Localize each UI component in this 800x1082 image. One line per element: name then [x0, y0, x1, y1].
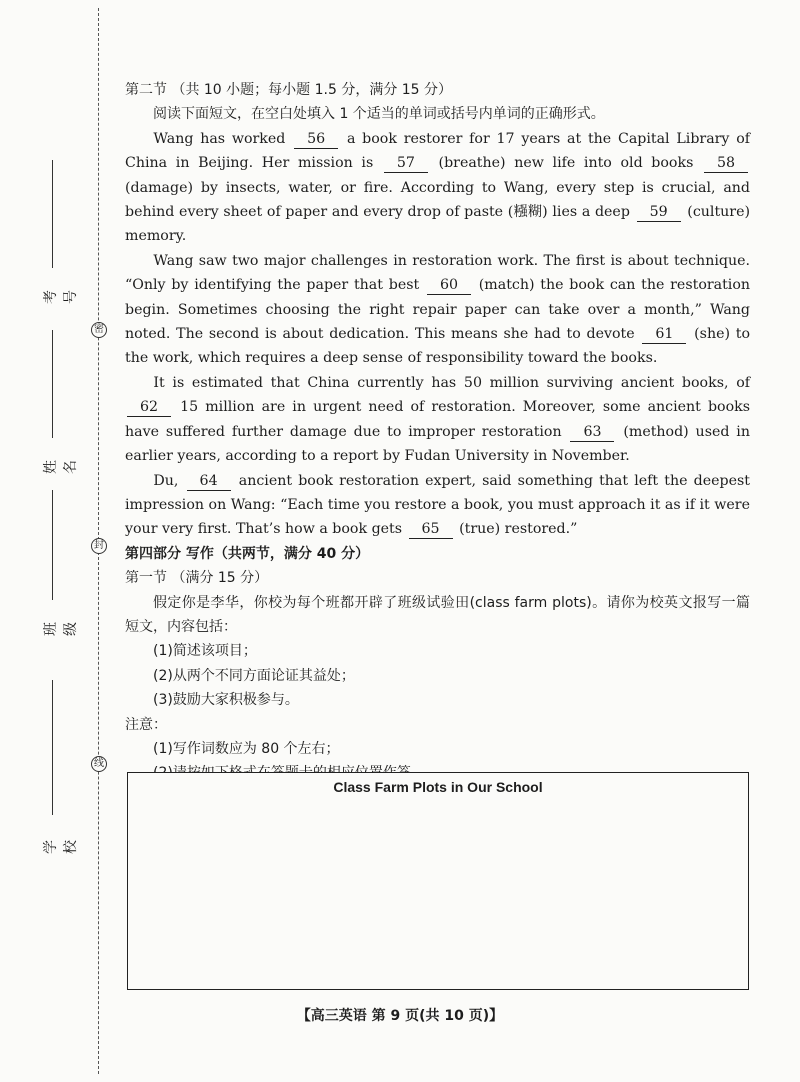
blank-65[interactable]: 65: [409, 521, 453, 539]
seal-mark-feng: 封: [91, 538, 107, 554]
answer-box-title: Class Farm Plots in Our School: [333, 779, 543, 795]
p1-text-3: (breathe) new life into old books: [438, 155, 694, 172]
passage-paragraph-2: [125, 249, 750, 371]
blank-58[interactable]: 58: [704, 155, 748, 173]
p3-text-2: 15 million are in urgent need of restoration. Moreover, some ancient books have suffered further damage due to improper restoration: [125, 399, 751, 440]
prompt-item-2: (2)从两个不同方面论证其益处；: [153, 667, 355, 684]
prompt-item-1: (1)简述该项目；: [153, 643, 257, 660]
passage-paragraph-1: [125, 127, 750, 249]
seal-mark-xian: 线: [91, 756, 107, 772]
part4-section1-heading: 第一节 （满分 15 分）: [125, 570, 269, 587]
p1-text-1: Wang has worked: [153, 130, 286, 147]
note-item-1: (1)写作词数应为 80 个左右；: [153, 740, 340, 757]
banji-line: [52, 490, 53, 600]
blank-64[interactable]: 64: [187, 473, 231, 491]
section2-instruction: 阅读下面短文，在空白处填入 1 个适当的单词或括号内单词的正确形式。: [153, 106, 605, 123]
p2-text-1: Wang saw two major challenges in restoration work. The first is about technique. “Only by identifying the paper that best: [125, 252, 750, 294]
p1-text-2: a book restorer for 17 years at the Capital Library of China in Beijing. Her mission is: [125, 130, 751, 172]
writing-prompt: 假定你是李华，你校为每个班都开辟了班级试验田(class farm plots)。请你为校英文报写一篇短文，内容包括：: [125, 594, 750, 635]
blank-61[interactable]: 61: [642, 326, 686, 344]
page-content: [125, 78, 750, 786]
blank-60[interactable]: 60: [427, 277, 471, 295]
note-label: 注意：: [125, 716, 167, 733]
prompt-item-3: (3)鼓励大家积极参与。: [153, 692, 299, 709]
xuexiao-label: 学校: [43, 840, 79, 854]
p3-text-3: (method) used in earlier years, according to a report by Fudan University in November.: [125, 423, 750, 465]
part4-heading: 第四部分 写作（共两节，满分 40 分）: [125, 545, 370, 562]
p4-text-3: (true) restored.”: [459, 521, 578, 538]
p3-text-1: It is estimated that China currently has 50 million surviving ancient books, of: [153, 374, 750, 391]
answer-box[interactable]: [127, 772, 749, 990]
section2-heading: 第二节 （共 10 小题；每小题 1.5 分，满分 15 分）: [125, 82, 453, 98]
kaohao-label: 考号: [43, 290, 79, 304]
blank-62[interactable]: 62: [127, 399, 171, 417]
kaohao-line: [52, 160, 53, 268]
p1-text-4: (damage) by insects, water, or fire. According to Wang, every step is crucial, and behind every sheet of paper and every drop of paste (糨糊) lies a deep: [125, 179, 750, 221]
seal-mark-mi: 密: [91, 322, 107, 338]
p2-text-2: (match) the book can the restoration begin. Sometimes choosing the right repair paper can take over a month,” Wang noted. The second is about dedication. This means she had to devote: [125, 277, 751, 343]
p4-text-2: ancient book restoration expert, said something that left the deepest impression on Wang: “Each time you restore a book, you must approach it as if it were your very first. That’s how a book gets: [125, 472, 750, 538]
passage-paragraph-4: [125, 469, 750, 542]
p1-text-5: (culture) memory.: [125, 204, 751, 245]
banji-label: 班级: [43, 622, 79, 636]
blank-59[interactable]: 59: [637, 204, 681, 222]
blank-63[interactable]: 63: [570, 424, 614, 442]
xingming-line: [52, 330, 53, 438]
xuexiao-line: [52, 680, 53, 815]
p4-text-1: Du,: [153, 472, 179, 489]
blank-57[interactable]: 57: [384, 155, 428, 173]
p2-text-3: (she) to the work, which requires a deep sense of responsibility toward the books.: [125, 326, 750, 367]
page-footer: 【高三英语 第 9 页(共 10 页)】: [296, 1008, 504, 1024]
blank-56[interactable]: 56: [294, 131, 338, 149]
xingming-label: 姓名: [43, 460, 79, 474]
passage-paragraph-3: [125, 371, 750, 469]
